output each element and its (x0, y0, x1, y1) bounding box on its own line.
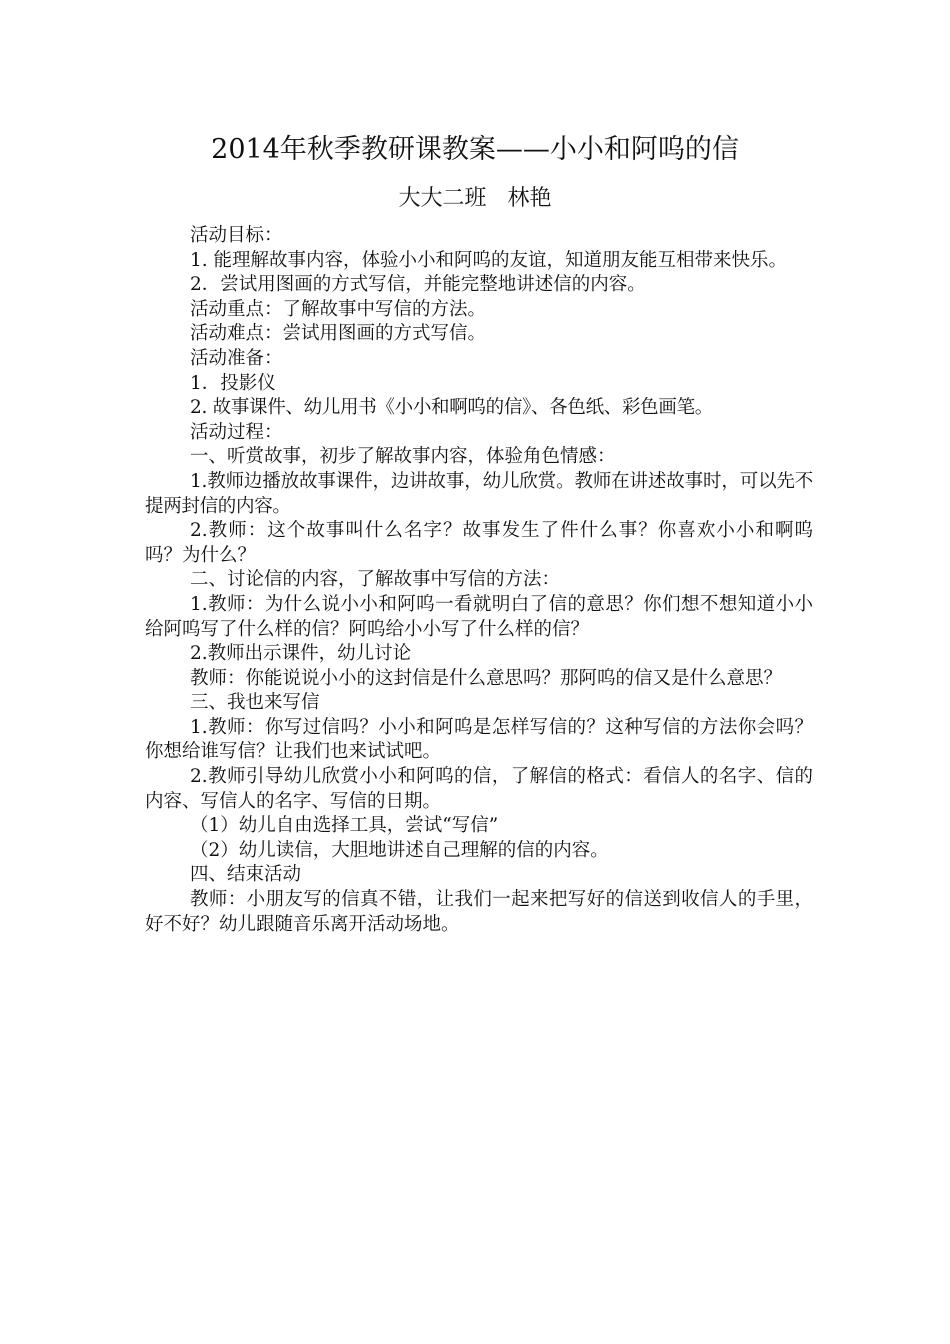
paragraph-section-3-sub-1: （1）幼儿自由选择工具，尝试“写信” (190, 815, 499, 837)
author-line: 大大二班 林艳 (398, 186, 552, 211)
paragraph-section-2-teacher: 教师：你能说说小小的这封信是什么意思吗？那阿呜的信又是什么意思？ (190, 667, 783, 689)
document-body (145, 224, 813, 937)
paragraph-preparation-2: 2. 故事课件、幼儿用书《小小和啊呜的信》、各色纸、彩色画笔。 (190, 397, 713, 419)
paragraph-difficulty: 活动难点：尝试用图画的方式写信。 (190, 323, 487, 345)
paragraph-goal-2: 2．尝试用图画的方式写信，并能完整地讲述信的内容。 (190, 274, 646, 296)
paragraph-section-1: 一、听赏故事，初步了解故事内容，体验角色情感： (190, 446, 616, 468)
paragraph-section-2-step-1: 1.教师：为什么说小小和阿呜一看就明白了信的意思？你们想不想知道小小给阿呜写了什么样的信？阿呜给小小写了什么样的信？ (145, 593, 813, 640)
paragraph-section-4-teacher: 教师：小朋友写的信真不错，让我们一起来把写好的信送到收信人的手里，好不好？幼儿跟随音乐离开活动场地。 (145, 889, 813, 935)
paragraph-section-3-step-2: 2.教师引导幼儿欣赏小小和阿呜的信，了解信的格式：看信人的名字、信的内容、写信人的名字、写信的日期。 (145, 766, 813, 812)
paragraph-heading-preparation: 活动准备： (190, 347, 283, 369)
paragraph-section-2-step-2: 2.教师出示课件，幼儿讨论 (190, 643, 412, 665)
paragraph-section-2: 二、讨论信的内容，了解故事中写信的方法： (190, 569, 561, 591)
paragraph-section-1-step-1: 1.教师边播放故事课件，边讲故事，幼儿欣赏。教师在讲述故事时，可以先不提两封信的内容。 (145, 470, 813, 517)
paragraph-section-3: 三、我也来写信 (190, 692, 320, 714)
paragraph-section-3-sub-2: （2）幼儿读信，大胆地讲述自己理解的信的内容。 (190, 839, 609, 861)
paragraph-section-4: 四、结束活动 (190, 864, 302, 886)
paragraph-heading-goals: 活动目标： (190, 225, 283, 246)
paragraph-section-1-step-2: 2.教师：这个故事叫什么名字？故事发生了件什么事？你喜欢小小和啊呜吗？为什么？ (145, 520, 813, 566)
paragraph-goal-1: 1. 能理解故事内容，体验小小和阿呜的友谊，知道朋友能互相带来快乐。 (190, 249, 788, 271)
page-title: 2014年秋季教研课教案——小小和阿呜的信 (211, 134, 739, 165)
paragraph-heading-process: 活动过程： (190, 421, 283, 443)
paragraph-key-point: 活动重点：了解故事中写信的方法。 (190, 298, 487, 320)
paragraph-preparation-1: 1．投影仪 (190, 372, 276, 394)
paragraph-section-3-step-1: 1.教师：你写过信吗？小小和阿呜是怎样写信的？这种写信的方法你会吗？你想给谁写信？让我们也来试试吧。 (145, 716, 813, 763)
